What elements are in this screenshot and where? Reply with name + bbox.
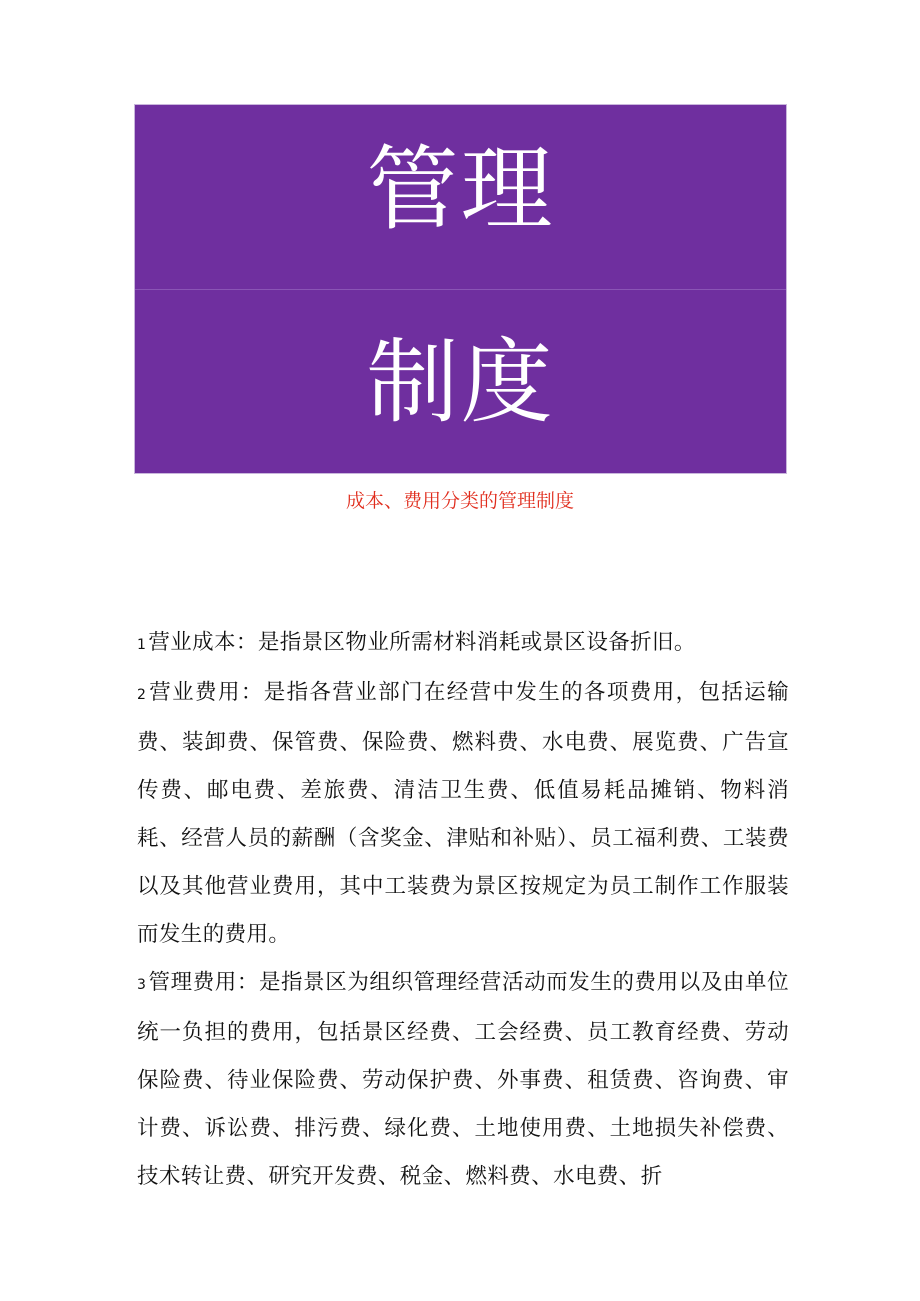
paragraph-text: 营业成本：是指景区物业所需材料消耗或景区设备折旧。 [148,630,696,655]
document-subtitle: 成本、费用分类的管理制度 [345,490,574,512]
paragraph-2 [137,669,789,959]
title-banner [134,104,787,474]
paragraph-text: 管理费用：是指景区为组织管理经营活动而发生的费用以及由单位统一负担的费用，包括景区经费、工会经费、员工教育经费、劳动保险费、待业保险费、劳动保护费、外事费、租赁费、咨询费、审计费、诉讼费、排污费、绿化费、土地使用费、土地损失补偿费、技术转让费、研究开发费、税金、燃料费、水电费、折 [137,970,789,1189]
paragraph-number: 1 [137,637,147,653]
paragraph-number: 3 [137,977,147,993]
paragraph-1 [137,619,789,669]
document-body [137,619,789,1201]
banner-title-line-2: 制度 [366,329,555,436]
paragraph-text: 营业费用：是指各营业部门在经营中发生的各项费用，包括运输费、装卸费、保管费、保险费、燃料费、水电费、展览费、广告宣传费、邮电费、差旅费、清洁卫生费、低值易耗品摊销、物料消耗、经营人员的薪酬（含奖金、津贴和补贴）、员工福利费、工装费以及其他营业费用，其中工装费为景区按规定为员工制作工作服装而发生的费用。 [137,680,789,947]
paragraph-3 [137,959,789,1201]
paragraph-number: 2 [137,687,147,703]
banner-divider [135,289,786,290]
banner-title-line-1: 管理 [366,136,555,243]
